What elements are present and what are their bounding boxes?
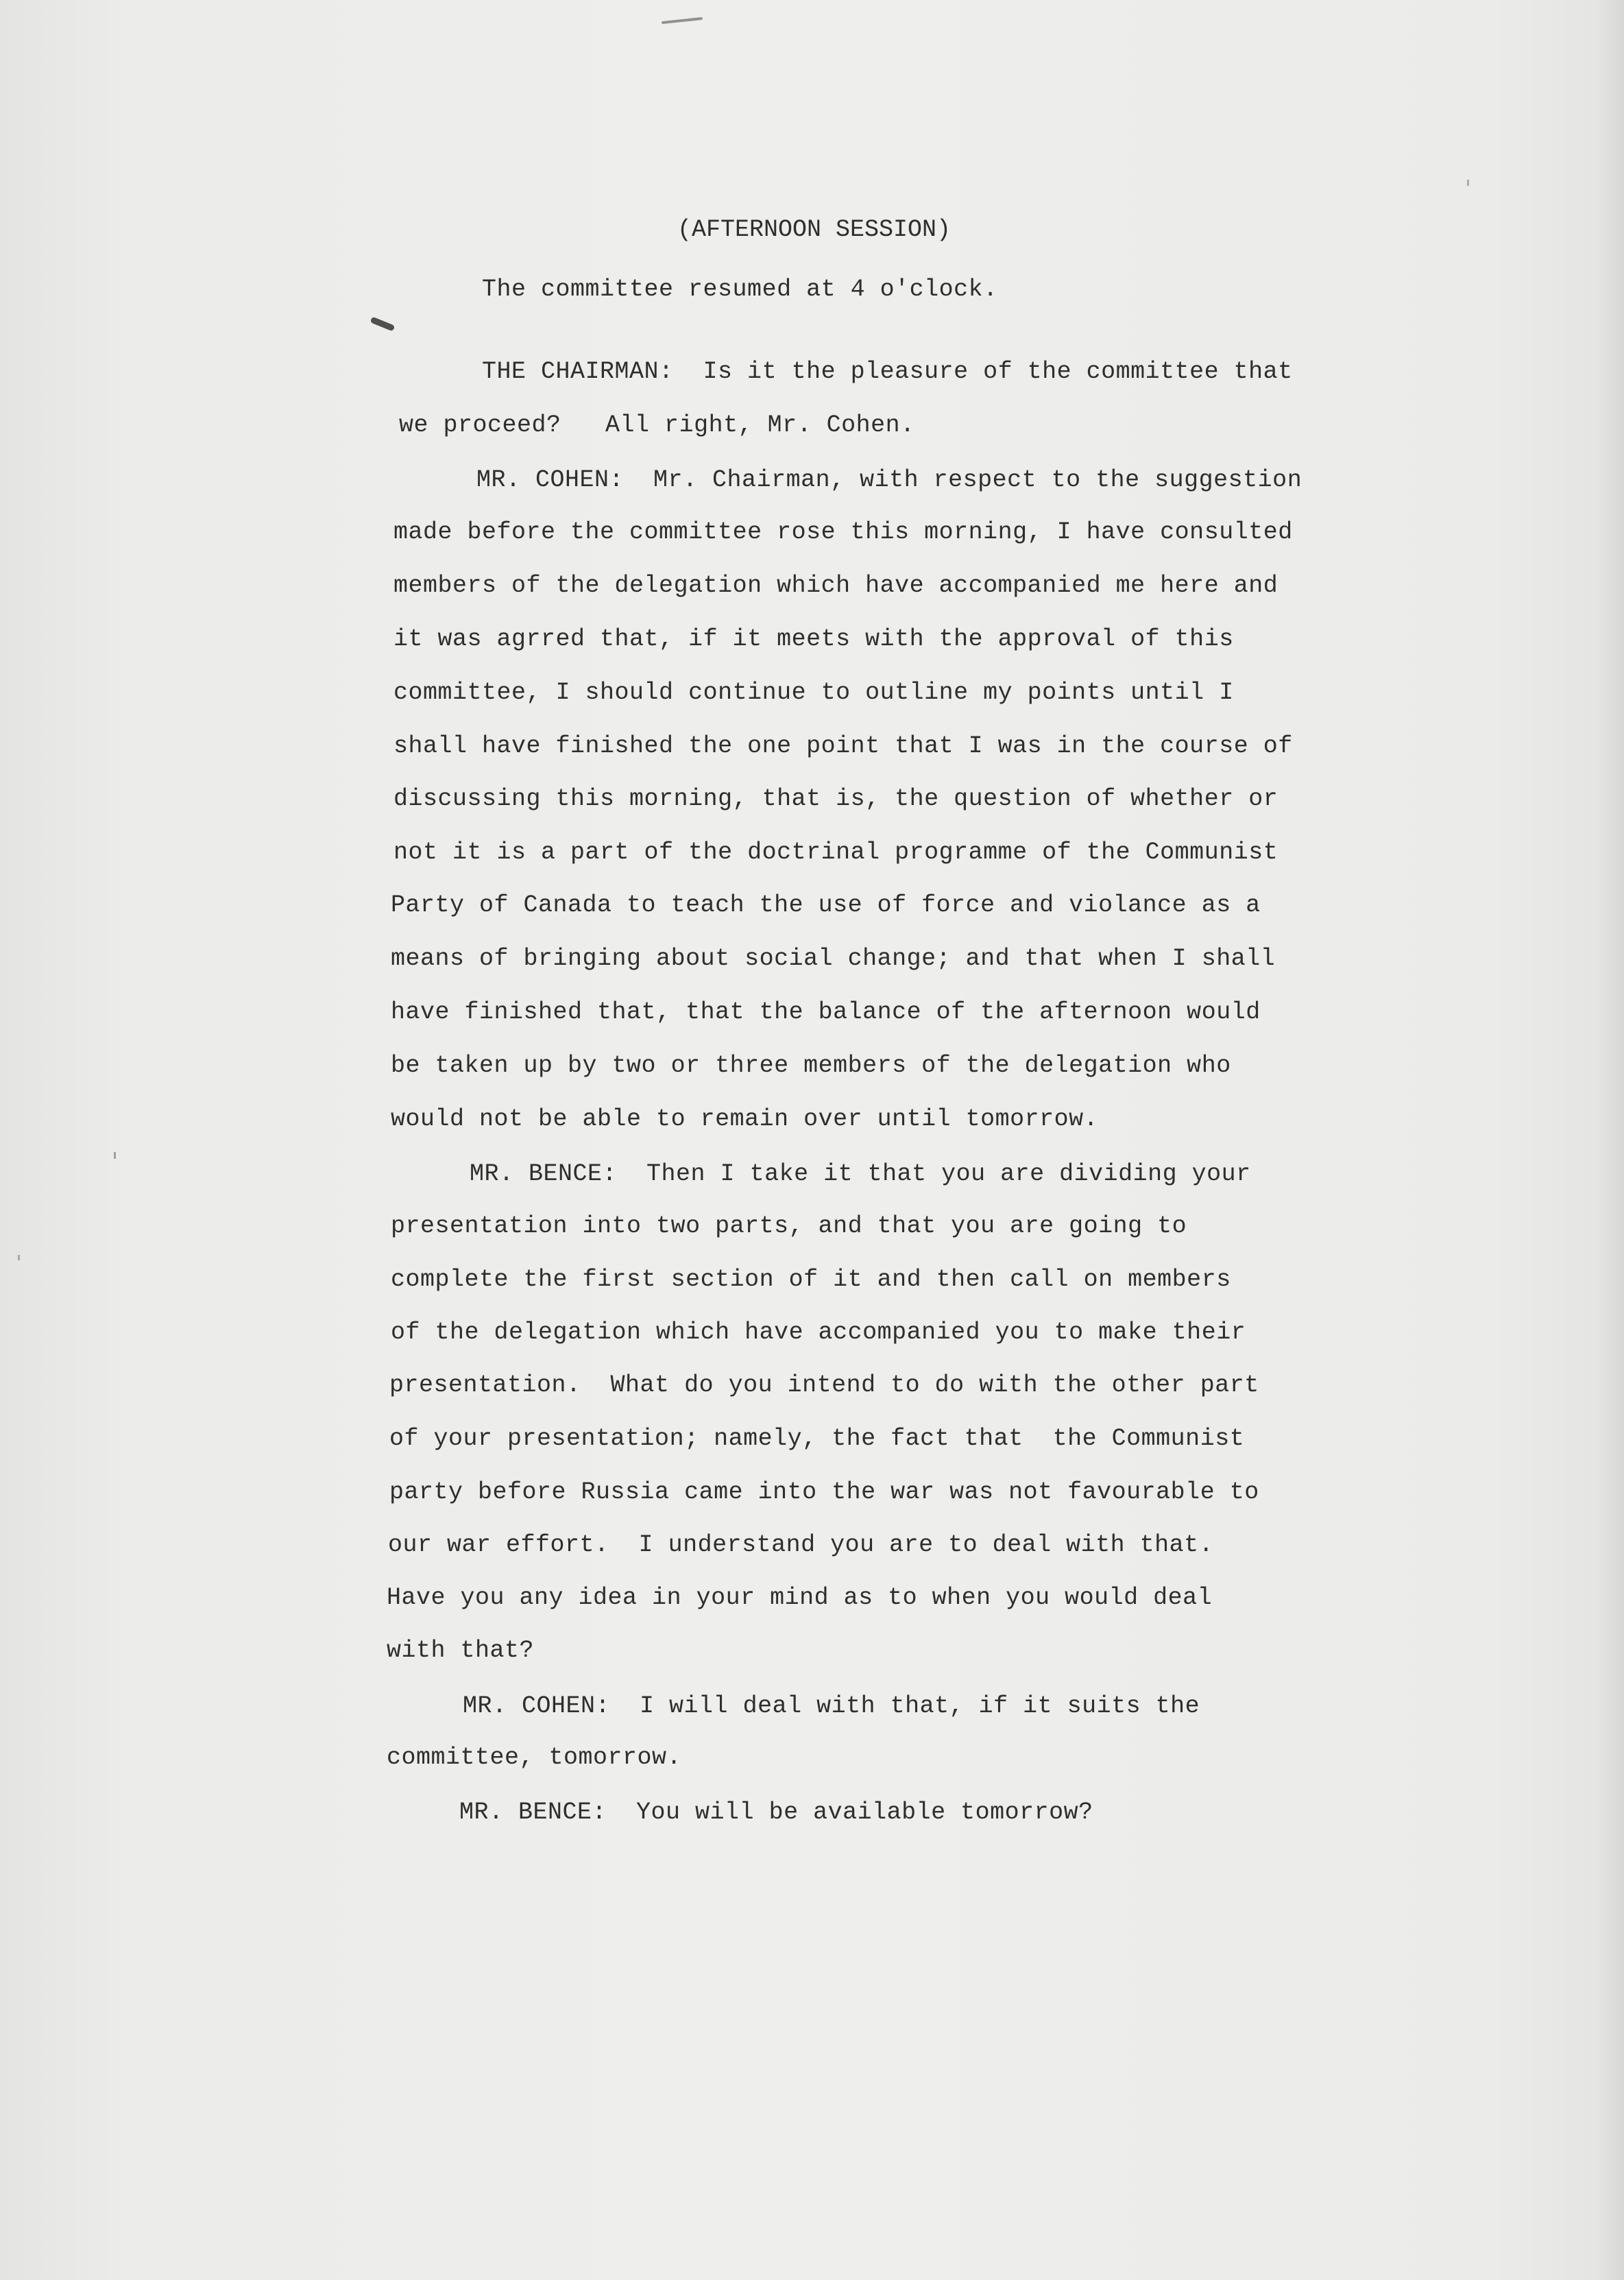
transcript-line: MR. COHEN: Mr. Chairman, with respect to the suggestion (476, 466, 1302, 494)
transcript-line: means of bringing about social change; and that when I shall (391, 945, 1276, 972)
transcript-line: presentation. What do you intend to do with the other part (389, 1371, 1259, 1399)
transcript-line: THE CHAIRMAN: Is it the pleasure of the committee that (482, 358, 1293, 385)
transcript-line: we proceed? All right, Mr. Cohen. (399, 411, 915, 439)
transcript-line: members of the delegation which have accompanied me here and (393, 572, 1278, 599)
scan-dot-1 (114, 1152, 116, 1159)
transcript-line: party before Russia came into the war was not favourable to (389, 1478, 1259, 1506)
transcript-line: not it is a part of the doctrinal programme of the Communist (393, 839, 1278, 866)
transcript-line: have finished that, that the balance of the afternoon would (391, 998, 1261, 1026)
scan-dot-3 (1467, 180, 1469, 186)
transcript-line: complete the first section of it and then call on members (391, 1266, 1231, 1293)
transcript-line: discussing this morning, that is, the question of whether or (393, 785, 1278, 813)
transcript-line: be taken up by two or three members of the delegation who (391, 1052, 1231, 1079)
transcript-line: with that? (387, 1637, 535, 1664)
transcript-line: committee, tomorrow. (387, 1744, 682, 1771)
transcript-line: Party of Canada to teach the use of force and violance as a (391, 891, 1261, 919)
transcript-line: our war effort. I understand you are to deal with that. (388, 1531, 1214, 1559)
session-heading: (AFTERNOON SESSION) (677, 216, 952, 243)
transcript-line: MR. BENCE: You will be available tomorrow? (459, 1799, 1093, 1826)
transcript-line: MR. BENCE: Then I take it that you are dividing your (470, 1160, 1251, 1188)
transcript-line: of the delegation which have accompanied you to make their (391, 1319, 1246, 1346)
transcript-line: presentation into two parts, and that you are going to (391, 1212, 1187, 1240)
transcript-line: of your presentation; namely, the fact that the Communist (389, 1425, 1245, 1452)
transcript-line: would not be able to remain over until tomorrow. (391, 1105, 1099, 1133)
scan-dot-2 (18, 1255, 20, 1260)
page-edge-shadow (1597, 0, 1624, 2280)
scan-mark-left (370, 317, 396, 332)
transcript-line: it was agrred that, if it meets with the approval of this (393, 625, 1234, 653)
transcript-line: committee, I should continue to outline my points until I (393, 679, 1234, 706)
scan-mark-top (662, 17, 703, 24)
transcript-line: shall have finished the one point that I was in the course of (393, 732, 1293, 760)
transcript-line: The committee resumed at 4 o'clock. (482, 276, 998, 303)
transcript-line: made before the committee rose this morning, I have consulted (393, 518, 1293, 546)
transcript-line: Have you any idea in your mind as to when you would deal (387, 1584, 1213, 1611)
transcript-line: MR. COHEN: I will deal with that, if it suits the (463, 1692, 1200, 1720)
